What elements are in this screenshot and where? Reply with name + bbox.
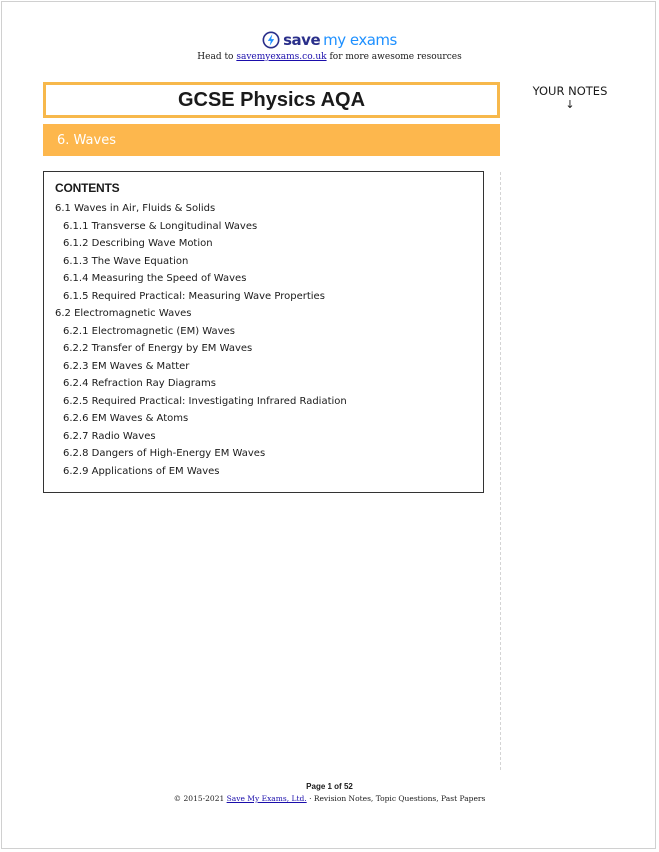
site-link[interactable]: savemyexams.co.uk xyxy=(236,52,327,62)
section-bar xyxy=(43,124,500,156)
notes-divider xyxy=(500,172,501,770)
toc-item[interactable]: 6.2.9 Applications of EM Waves xyxy=(63,465,220,477)
toc-item[interactable]: 6.2 Electromagnetic Waves xyxy=(55,308,192,319)
toc-item[interactable]: 6.2.1 Electromagnetic (EM) Waves xyxy=(63,325,235,337)
title-box xyxy=(43,82,500,118)
contents-box xyxy=(43,171,484,493)
toc-item[interactable]: 6.1.3 The Wave Equation xyxy=(63,255,189,267)
arrow-down-icon: ↓ xyxy=(565,98,575,111)
page-number: Page 1 of 52 xyxy=(306,782,353,791)
your-notes-label: YOUR NOTES xyxy=(532,84,608,98)
toc-item[interactable]: 6.1.2 Describing Wave Motion xyxy=(63,238,213,249)
page-title: GCSE Physics AQA xyxy=(177,88,366,111)
toc-item[interactable]: 6.1 Waves in Air, Fluids & Solids xyxy=(55,203,216,214)
toc-item[interactable]: 6.1.5 Required Practical: Measuring Wave Properties xyxy=(63,290,325,302)
toc-item[interactable]: 6.1.1 Transverse & Longitudinal Waves xyxy=(63,220,258,232)
tagline-suffix: for more awesome resources xyxy=(329,52,462,62)
toc-item[interactable]: 6.2.2 Transfer of Energy by EM Waves xyxy=(63,343,253,354)
toc-item[interactable]: 6.1.4 Measuring the Speed of Waves xyxy=(63,273,247,284)
toc-item[interactable]: 6.2.8 Dangers of High-Energy EM Waves xyxy=(63,448,266,459)
toc-item[interactable]: 6.2.4 Refraction Ray Diagrams xyxy=(63,378,216,389)
copyright-suffix: · Revision Notes, Topic Questions, Past Papers xyxy=(309,794,486,803)
company-link[interactable]: Save My Exams, Ltd. xyxy=(226,794,307,803)
contents-heading: CONTENTS xyxy=(55,181,120,195)
header-logo[interactable] xyxy=(0,31,659,53)
lightning-bolt-icon xyxy=(262,31,280,49)
your-notes-column xyxy=(520,84,620,111)
section-title: 6. Waves xyxy=(57,132,116,148)
tagline-prefix: Head to xyxy=(197,52,234,62)
toc-item[interactable]: 6.2.6 EM Waves & Atoms xyxy=(63,413,189,424)
toc-item[interactable]: 6.2.3 EM Waves & Matter xyxy=(63,360,190,372)
logo-save-text: save xyxy=(283,31,321,49)
toc-item[interactable]: 6.2.5 Required Practical: Investigating Infrared Radiation xyxy=(63,395,347,407)
logo-myexams-text: my exams xyxy=(323,31,397,49)
toc-item[interactable]: 6.2.7 Radio Waves xyxy=(63,430,156,442)
footer-copyright xyxy=(0,794,659,803)
toc-list xyxy=(55,200,483,480)
copyright-prefix: © 2015-2021 xyxy=(173,794,225,803)
header-tagline xyxy=(0,52,659,62)
